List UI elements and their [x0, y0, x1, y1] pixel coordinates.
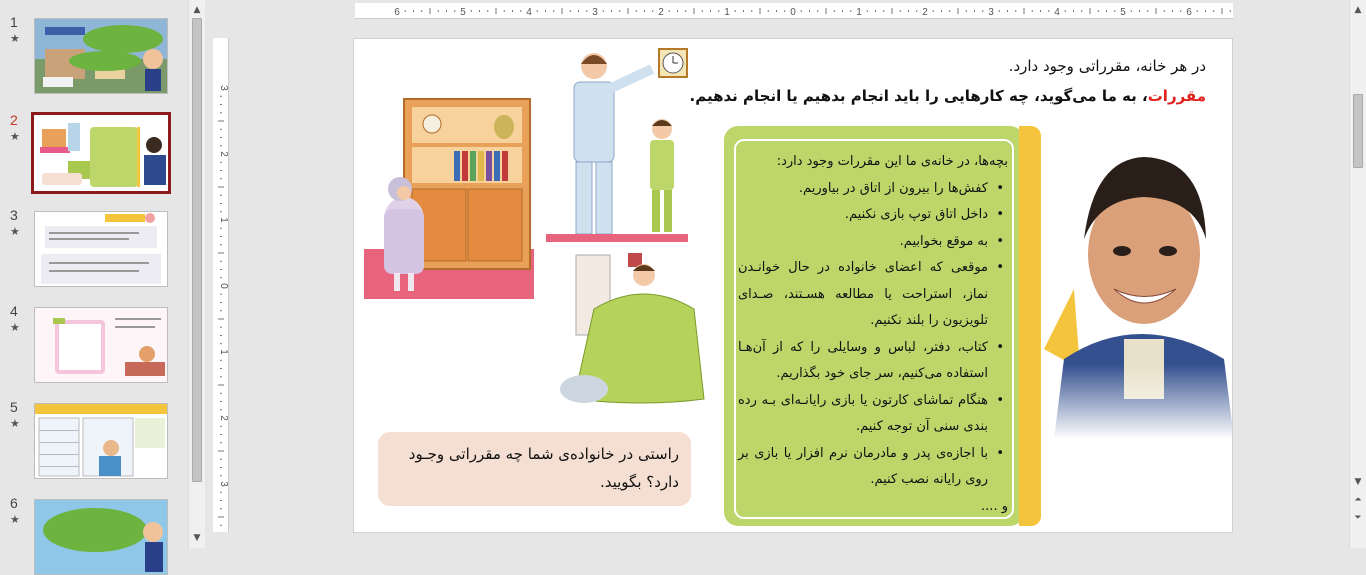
rule-item: • داخل اتاق توپ بازی نکنیم.: [738, 202, 1008, 229]
thumbnail-preview-selected[interactable]: [31, 112, 171, 194]
rule-item: • کتاب، دفتر، لباس و وسایلی را که از آن‌هـا استفاده می‌کنیم، سر جای خود بگذاریم.: [738, 335, 1008, 388]
slide-thumbnail-pane: [0, 0, 188, 548]
next-slide-icon[interactable]: ⏷: [1354, 513, 1362, 523]
rule-item: • به موقع بخوابیم.: [738, 229, 1008, 256]
slide-number: 2: [10, 112, 18, 128]
definition-text: ، به ما می‌گوید، چه کارهایی را باید انجام بدهیم یا انجام ندهیم.: [689, 87, 1148, 105]
boy-folding-blanket-illustration: [554, 249, 714, 409]
rules-intro: بچه‌ها، در خانه‌ی ما این مقررات وجود دارد:: [776, 154, 1008, 169]
ruler-label: 5: [1120, 7, 1126, 18]
thumbnail-preview[interactable]: [34, 499, 168, 575]
slide-2-preview-image: [34, 115, 168, 191]
star-icon: ★: [10, 417, 20, 430]
ruler-label: 4: [1054, 7, 1060, 18]
ruler-label: 0: [218, 283, 229, 289]
slide-1-preview-image: [35, 19, 168, 94]
slide-4-preview-image: [35, 308, 168, 383]
editor-scrollbar[interactable]: [1349, 0, 1366, 548]
ruler-label: 4: [526, 7, 532, 18]
intro-line: در هر خانه، مقرراتی وجود دارد.: [1008, 57, 1206, 75]
slide-5-preview-image: [35, 404, 168, 479]
star-icon: ★: [10, 130, 20, 143]
boy-pajamas-clock-illustration: [544, 44, 694, 244]
slide-6-preview-image: [35, 500, 168, 575]
rules-list: [738, 176, 1008, 494]
smiling-boy-photo: [1044, 139, 1233, 439]
rule-item: • کفش‌ها را بیرون از اتاق در بیاوریم.: [738, 176, 1008, 203]
previous-slide-icon[interactable]: ⏶: [1354, 495, 1362, 505]
ruler-label: 3: [218, 85, 229, 91]
star-icon: ★: [10, 321, 20, 334]
discussion-question: راستی در خانواده‌ی شما چه مقرراتی وجـود دارد؟ بگویید.: [378, 432, 691, 506]
star-icon: ★: [10, 513, 20, 526]
slide-number: 3: [10, 207, 18, 223]
thumbnail-preview[interactable]: [34, 307, 168, 383]
ruler-label: 1: [218, 217, 229, 223]
ruler-label: 0: [790, 7, 796, 18]
ruler-label: 6: [1186, 7, 1192, 18]
slide-number: 4: [10, 303, 18, 319]
ruler-label: 3: [988, 7, 994, 18]
slide-3-preview-image: [35, 212, 168, 287]
scroll-up-arrow-icon[interactable]: ▲: [193, 5, 201, 15]
ruler-label: 1: [724, 7, 730, 18]
ruler-ticks: [355, 3, 1233, 19]
slide-canvas[interactable]: [353, 38, 1233, 533]
ruler-label: 2: [218, 151, 229, 157]
rules-text: [738, 149, 1008, 520]
rule-item: • با اجازه‌ی پدر و مادرمان نرم افزار یا بازی بر روی رایانه نصب کنیم.: [738, 441, 1008, 494]
scrollbar-thumb[interactable]: [1353, 94, 1363, 168]
slide-number: 1: [10, 14, 18, 30]
scroll-down-arrow-icon[interactable]: ▼: [193, 533, 201, 543]
scroll-up-arrow-icon[interactable]: ▲: [1354, 5, 1362, 15]
intro-definition: [690, 87, 1207, 105]
rule-item: • هنگام تماشای کارتون یا بازی رایانـه‌ای بـه رده بندی سنی آن توجه کنیم.: [738, 388, 1008, 441]
ruler-label: 3: [592, 7, 598, 18]
ruler-ticks: [213, 38, 229, 532]
slide-number: 6: [10, 495, 18, 511]
scroll-down-arrow-icon[interactable]: ▼: [1354, 477, 1362, 487]
thumbnail-preview[interactable]: [34, 403, 168, 479]
star-icon: ★: [10, 225, 20, 238]
ruler-label: 6: [394, 7, 400, 18]
ruler-label: 2: [658, 7, 664, 18]
ruler-label: 5: [460, 7, 466, 18]
rules-ellipsis: و ....: [981, 498, 1008, 514]
ruler-label: 2: [922, 7, 928, 18]
ruler-label: 2: [218, 415, 229, 421]
ruler-label: 3: [218, 481, 229, 487]
star-icon: ★: [10, 32, 20, 45]
horizontal-ruler: [355, 3, 1233, 19]
vertical-ruler: [213, 38, 229, 532]
rule-item: • موقعی که اعضای خانواده در حال خوانـدن نماز، استراحت یا مطالعه هسـتند، صـدای تلویزیون را بلند نکنیم.: [738, 255, 1008, 335]
thumbnail-scrollbar[interactable]: [188, 0, 205, 548]
thumbnail-preview[interactable]: [34, 211, 168, 287]
girl-bookshelf-illustration: [364, 89, 554, 304]
scrollbar-thumb[interactable]: [192, 18, 202, 482]
slide-number: 5: [10, 399, 18, 415]
ruler-label: 1: [218, 349, 229, 355]
thumbnail-preview[interactable]: [34, 18, 168, 94]
rules-panel-accent: [1019, 126, 1041, 526]
ruler-label: 1: [856, 7, 862, 18]
keyword-rules: مقررات: [1147, 87, 1206, 105]
